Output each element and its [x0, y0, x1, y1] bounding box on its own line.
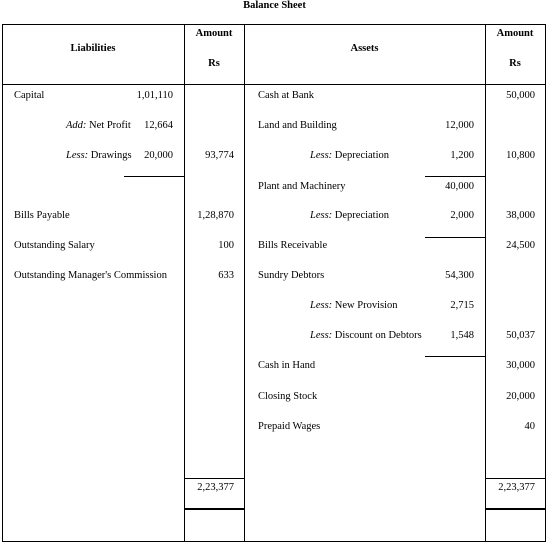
manager-commission-value: 633 [218, 270, 234, 281]
page-title: Balance Sheet [243, 0, 306, 11]
new-provision-label: Less: New Provision [310, 300, 398, 311]
land-building-label: Land and Building [258, 120, 337, 131]
col-border-right [545, 24, 546, 542]
new-provision-value: 2,715 [450, 300, 474, 311]
table-top-border [2, 24, 546, 25]
header-assets: Assets [350, 43, 379, 54]
liabilities-total-double-underline [184, 508, 244, 510]
bills-receivable-label: Bills Receivable [258, 240, 328, 251]
col-border-amount-right [485, 24, 486, 542]
plant-underline [425, 237, 485, 238]
closing-stock-total: 20,000 [506, 391, 535, 402]
plant-machinery-label: Plant and Machinery [258, 181, 346, 192]
sundry-debtors-value: 54,300 [445, 270, 474, 281]
col-border-mid [244, 24, 245, 542]
header-amount-left: Amount [195, 28, 233, 39]
assets-total-double-underline [485, 508, 546, 510]
debtors-underline [425, 356, 485, 357]
cash-hand-label: Cash in Hand [258, 360, 316, 371]
cash-hand-total: 30,000 [506, 360, 535, 371]
outstanding-salary-label: Outstanding Salary [14, 240, 95, 251]
plant-depreciation-value: 2,000 [450, 210, 474, 221]
cash-bank-label: Cash at Bank [258, 90, 314, 101]
prepaid-wages-total: 40 [524, 421, 535, 432]
capital-total: 93,774 [205, 150, 234, 161]
header-liabilities: Liabilities [70, 43, 116, 54]
land-depreciation-label: Less: Depreciation [310, 150, 390, 161]
capital-label: Capital [14, 90, 45, 101]
col-border-left [2, 24, 3, 542]
assets-total-topline [485, 478, 546, 479]
capital-value: 1,01,110 [136, 90, 173, 101]
add-net-profit-label: Add: Net Profit [66, 120, 131, 131]
plant-machinery-total: 38,000 [506, 210, 535, 221]
plant-depreciation-label: Less: Depreciation [310, 210, 390, 221]
header-rs-left: Rs [208, 58, 220, 69]
bills-receivable-total: 24,500 [506, 240, 535, 251]
sundry-debtors-total: 50,037 [506, 330, 535, 341]
sundry-debtors-label: Sundry Debtors [258, 270, 325, 281]
outstanding-salary-value: 100 [218, 240, 234, 251]
manager-commission-label: Outstanding Manager's Commission [14, 270, 167, 281]
prepaid-wages-label: Prepaid Wages [258, 421, 321, 432]
land-depreciation-value: 1,200 [450, 150, 474, 161]
bills-payable-label: Bills Payable [14, 210, 70, 221]
closing-stock-label: Closing Stock [258, 391, 318, 402]
discount-debtors-label: Less: Discount on Debtors [310, 330, 422, 341]
less-drawings-label: Less: Drawings [66, 150, 132, 161]
bills-payable-value: 1,28,870 [197, 210, 234, 221]
capital-underline [124, 176, 185, 177]
land-building-total: 10,800 [506, 150, 535, 161]
less-drawings-value: 20,000 [144, 150, 173, 161]
liabilities-total-topline [184, 478, 244, 479]
land-building-value: 12,000 [445, 120, 474, 131]
assets-total: 2,23,377 [498, 482, 535, 493]
header-amount-right: Amount [496, 28, 534, 39]
land-underline [425, 176, 485, 177]
col-border-amount-left [184, 24, 185, 542]
liabilities-total: 2,23,377 [197, 482, 234, 493]
plant-machinery-value: 40,000 [445, 181, 474, 192]
table-bottom-border [2, 541, 546, 542]
discount-debtors-value: 1,548 [450, 330, 474, 341]
header-rs-right: Rs [509, 58, 521, 69]
header-bottom-border [2, 84, 546, 85]
cash-bank-total: 50,000 [506, 90, 535, 101]
add-net-profit-value: 12,664 [144, 120, 173, 131]
